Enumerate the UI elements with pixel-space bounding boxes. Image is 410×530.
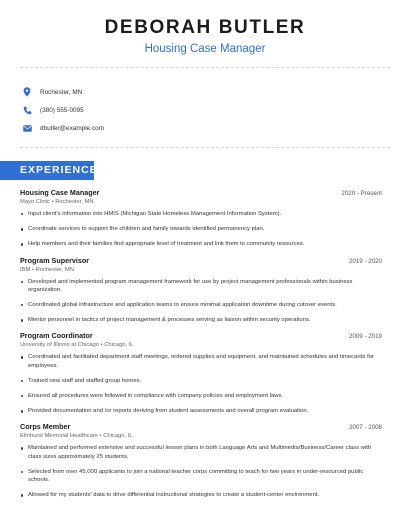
job-location: Rochester, MN <box>35 266 74 273</box>
list-item: Maintained and performed extensive and successful lesson plans in both Language Arts and Multimedia/Business/Career class with class sizes approximately 25 students. <box>20 444 382 460</box>
separator-dot: • <box>51 199 56 205</box>
job-entry <box>20 256 382 325</box>
email-icon <box>22 123 32 133</box>
job-company: IBM <box>20 266 31 273</box>
header-divider <box>20 67 390 68</box>
job-entry <box>20 188 382 249</box>
job-dates: 2009 - 2019 <box>348 333 382 341</box>
list-item: Allowed for my students' data to drive differential instructional strategies to create a student-center environment. <box>20 491 382 499</box>
job-employer <box>20 199 382 205</box>
contact-email <box>22 119 104 137</box>
job-employer <box>20 342 382 348</box>
phone-icon <box>22 105 32 115</box>
job-location: Chicago, IL <box>103 433 133 440</box>
candidate-name: DEBORAH BUTLER <box>104 17 306 38</box>
job-title: Housing Case Manager <box>20 188 100 197</box>
job-entry <box>20 422 382 499</box>
experience-heading: EXPERIENCE <box>0 161 94 180</box>
list-item: Coordinated global infrastructure and application teams to ensure minimal application downtime during cutover events. <box>20 301 382 309</box>
list-item: Ensured all procedures were followed in compliance with company policies and employment laws. <box>20 392 382 400</box>
resume-header <box>0 0 410 56</box>
job-company: University of Illinois at Chicago <box>20 342 99 349</box>
contact-divider <box>20 147 390 148</box>
location-pin-icon <box>22 87 32 97</box>
job-dates: 2007 - 2008 <box>348 424 382 432</box>
job-bullets <box>20 278 382 325</box>
contact-location <box>22 83 104 101</box>
job-entry <box>20 331 382 415</box>
experience-list <box>20 188 382 506</box>
job-company: Elmhurst Memorial Healthcare <box>20 433 98 440</box>
list-item: Input client's information into HMIS (Michigan State Homeless Management Information System). <box>20 210 382 218</box>
list-item: Selected from over 45,000 applicants to join a national teacher corps committing to teach for two years in under-resourced public schools. <box>20 468 382 484</box>
contact-phone <box>22 101 104 119</box>
job-bullets <box>20 353 382 415</box>
list-item: Trained new staff and staffed group homes. <box>20 377 382 385</box>
candidate-role: Housing Case Manager <box>144 43 266 55</box>
list-item: Developed and implemented program management framework for use by project management professionals within business organization. <box>20 278 382 294</box>
list-item: Help members and their families find appropriate level of treatment and link them to community resources. <box>20 240 382 248</box>
job-bullets <box>20 444 382 499</box>
job-company: Mayo Clinic <box>20 199 50 205</box>
contact-phone-text: (380) 555-0095 <box>40 106 84 114</box>
list-item: Coordinate services to support the children and family towards identified permanency plan. <box>20 225 382 233</box>
contact-email-text: dbutler@example.com <box>40 124 105 132</box>
job-dates: 2019 - 2020 <box>348 257 382 265</box>
contact-location-text: Rochester, MN <box>40 88 83 96</box>
separator-dot: • <box>99 433 104 440</box>
list-item: Coordinated and facilitated department staff meetings, ordered supplies and equipment, and maintained schedules and timecards for employees. <box>20 353 382 369</box>
job-employer <box>20 433 382 439</box>
job-location: Chicago, IL <box>104 342 134 349</box>
contact-list <box>22 83 104 137</box>
list-item: Provided documentation and /or reports deriving from student assessments and overall program evaluation. <box>20 407 382 415</box>
job-title: Program Coordinator <box>20 331 93 341</box>
job-title: Program Supervisor <box>20 255 90 265</box>
job-title: Corps Member <box>20 422 71 432</box>
job-bullets <box>20 210 382 249</box>
job-dates: 2020 - Present <box>341 190 382 197</box>
list-item: Mentor personnel in tactics of project management & processes serving as liaison within security operations. <box>20 316 382 324</box>
separator-dot: • <box>100 342 105 349</box>
job-employer <box>20 267 382 273</box>
job-location: Rochester, MN <box>55 199 94 205</box>
separator-dot: • <box>31 266 36 273</box>
